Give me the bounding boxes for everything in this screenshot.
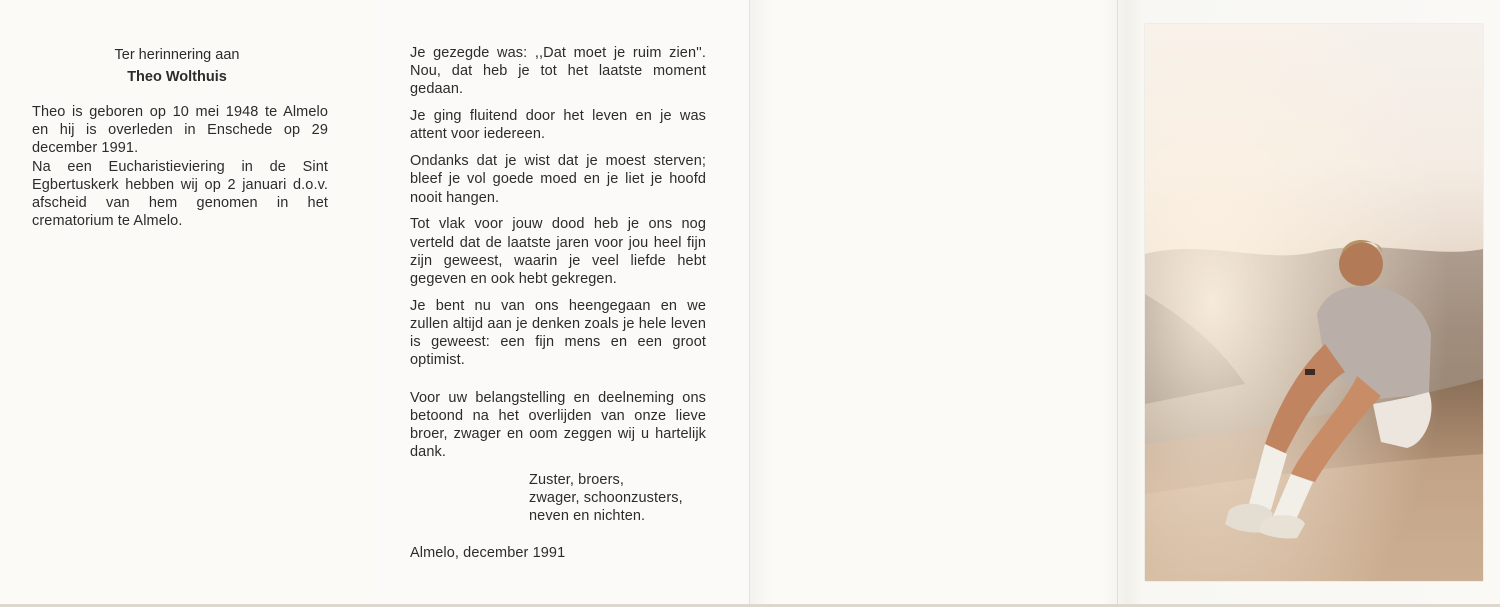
- tribute-text: [410, 44, 706, 461]
- tribute-paragraph: Je ging fluitend door het leven en je was attent voor iedereen.: [410, 108, 706, 143]
- tribute-paragraph: Je gezegde was: ,,Dat moet je ruim zien''. Nou, dat heb je tot het laatste moment gedaan.: [410, 45, 706, 98]
- signoff-line: zwager, schoonzusters,: [529, 490, 683, 507]
- bio-funeral: Na een Eucharistieviering in de Sint Egbertuskerk hebben wij op 2 januari d.o.v. afscheid van hem genomen in het crematorium te Almelo.: [32, 158, 328, 230]
- card-fold: [749, 0, 750, 607]
- card-fold: [1117, 0, 1118, 607]
- tribute-paragraph: Je bent nu van ons heengegaan en we zullen altijd aan je denken zoals je hele leven is geweest: een fijn mens en een groot optimist.: [410, 297, 706, 369]
- deceased-name: Theo Wolthuis: [127, 69, 227, 85]
- thanks-paragraph: Voor uw belangstelling en deelneming ons betoond na het overlijden van onze lieve broer, zwager en oom zeggen wij u hartelijk dank.: [410, 389, 706, 461]
- panel-left: [0, 0, 375, 607]
- panel-blank: [750, 0, 1125, 607]
- heading-line: Ter herinnering aan: [114, 47, 240, 63]
- biography: [32, 103, 328, 230]
- tribute-paragraph: Ondanks dat je wist dat je moest sterven; bleef je vol goede moed en je liet je hoofd nooit hangen.: [410, 153, 706, 206]
- family-signoff: [529, 471, 729, 526]
- memorial-heading: [32, 44, 322, 88]
- signoff-line: neven en nichten.: [529, 508, 646, 525]
- signoff-line: Zuster, broers,: [529, 472, 624, 488]
- bio-birth-death: Theo is geboren op 10 mei 1948 te Almelo en hij is overleden in Enschede op 29 december 1991.: [32, 104, 328, 157]
- tribute-paragraph: Tot vlak voor jouw dood heb je ons nog verteld dat de laatste jaren voor jou heel fijn zijn geweest, waarin je veel liefde hebt gegeven en ook hebt gekregen.: [410, 216, 706, 288]
- place-date: Almelo, december 1991: [410, 545, 566, 561]
- portrait-photo-icon: [1145, 24, 1483, 581]
